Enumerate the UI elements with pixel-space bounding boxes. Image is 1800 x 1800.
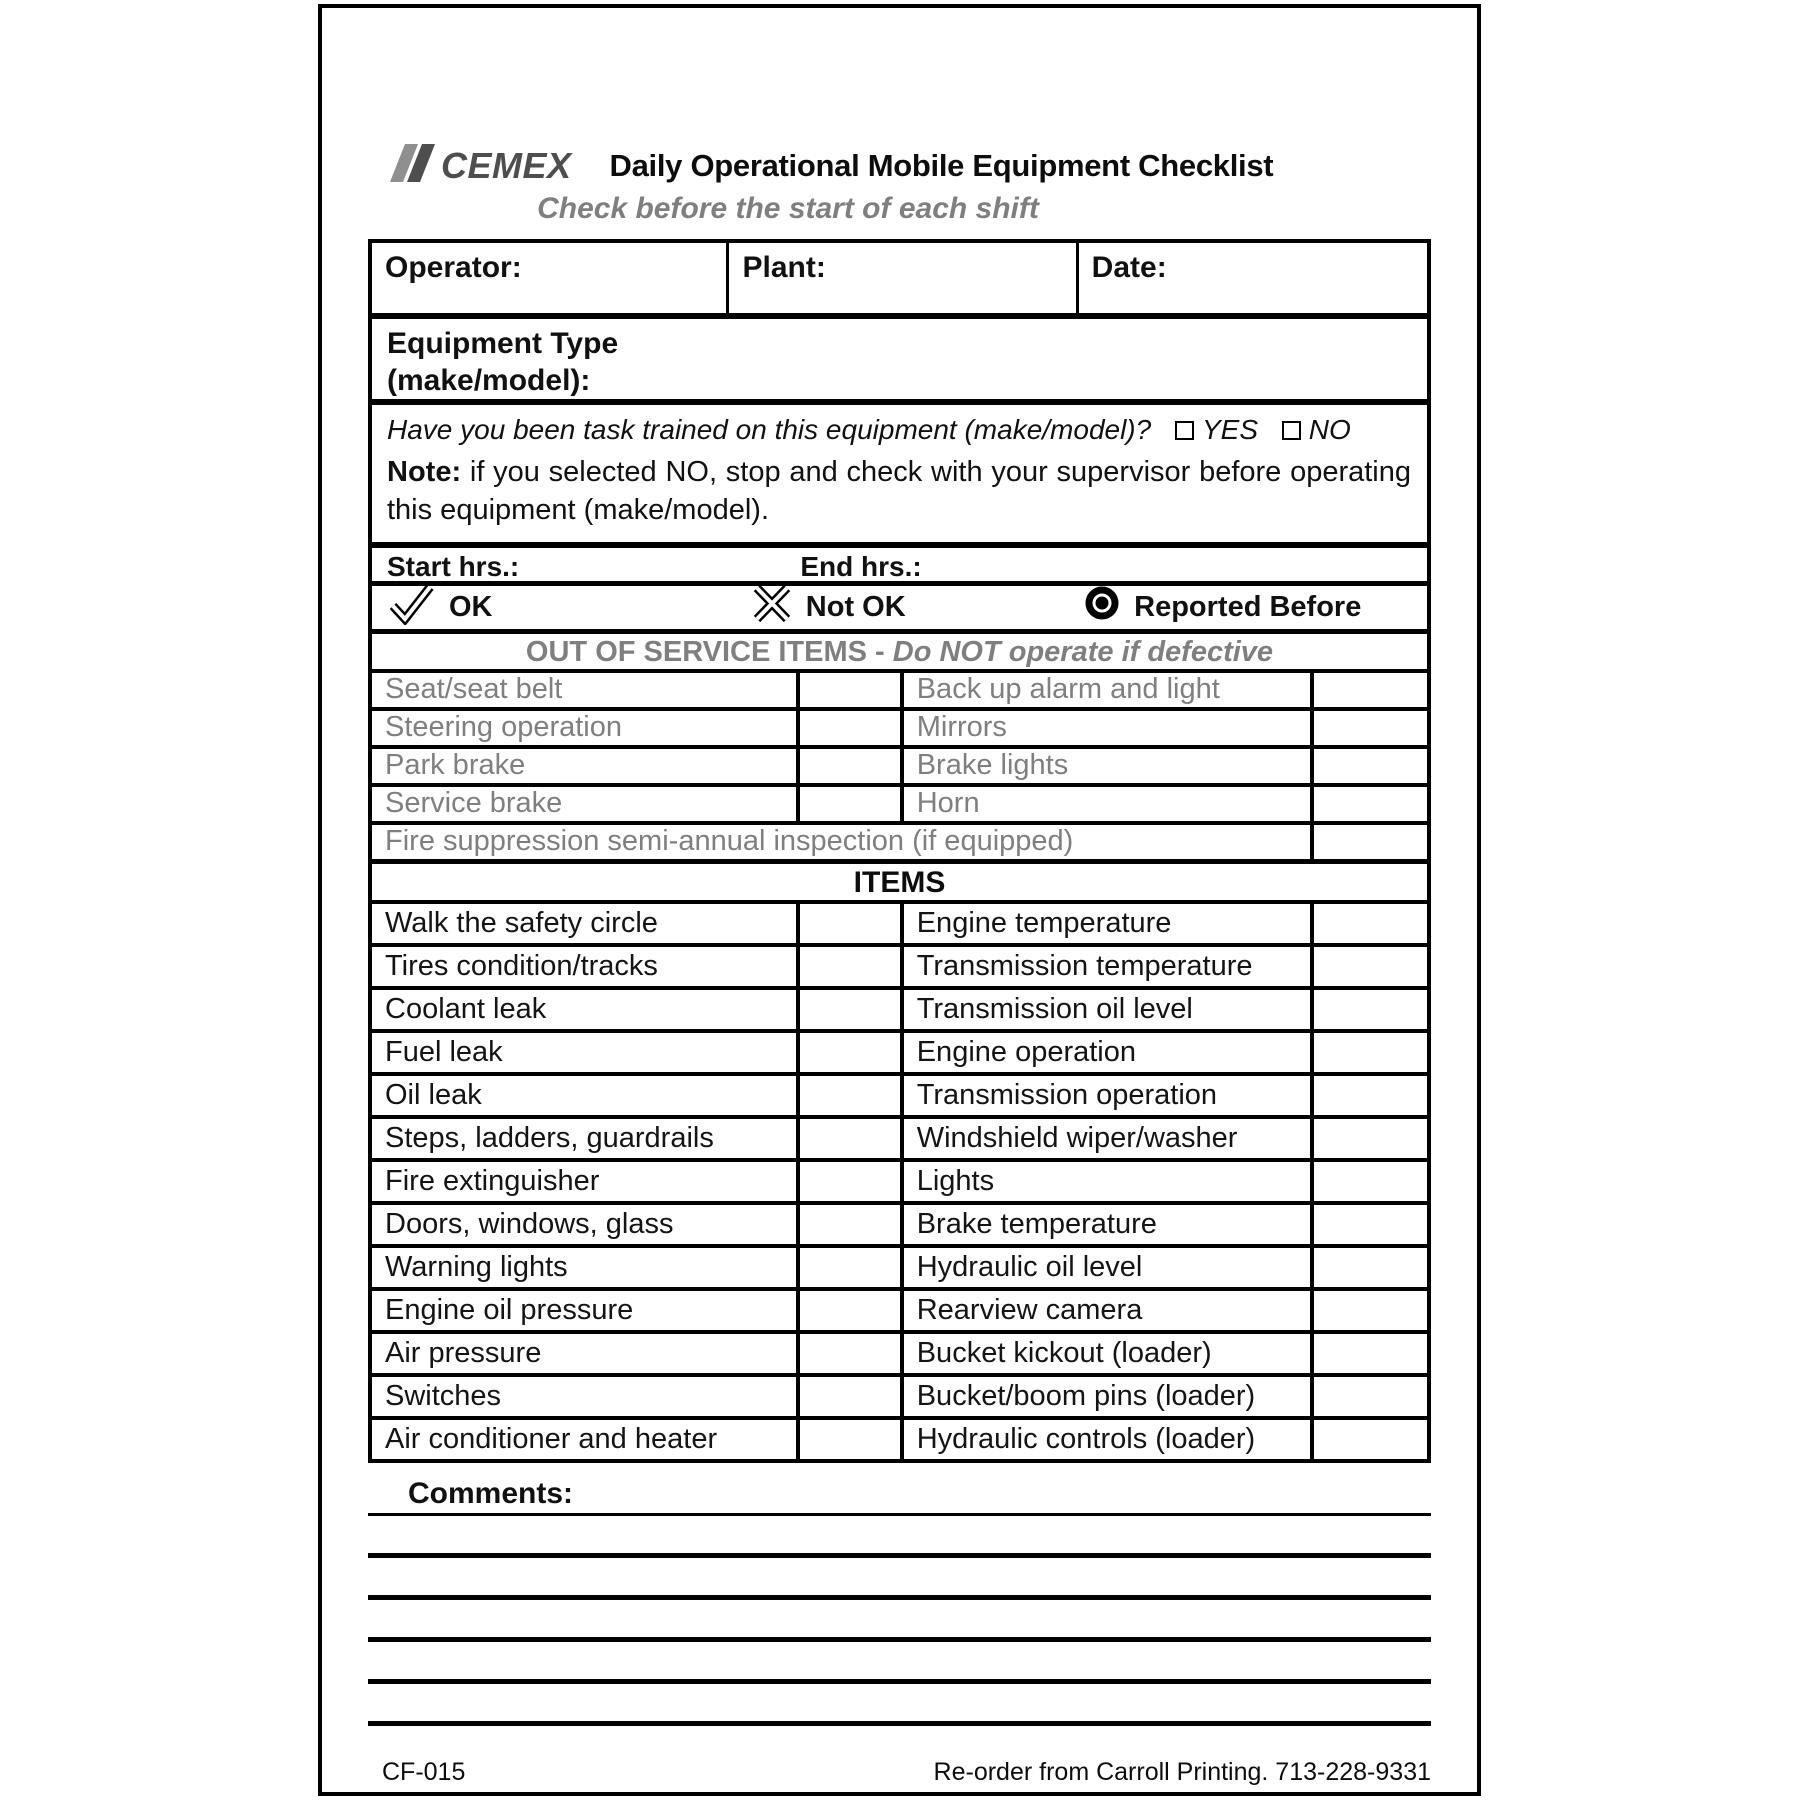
reorder-info: Re-order from Carroll Printing. 713-228-9331	[933, 1757, 1431, 1786]
table-row	[372, 821, 1427, 859]
table-row	[372, 1029, 1427, 1072]
check-cell[interactable]	[1310, 1248, 1427, 1287]
table-row	[372, 1072, 1427, 1115]
check-cell[interactable]	[1310, 1119, 1427, 1158]
header	[368, 144, 1431, 187]
footer	[368, 1758, 1431, 1787]
table-row	[372, 1373, 1427, 1416]
page-subtitle: Check before the start of each shift	[537, 192, 1039, 225]
comment-line[interactable]	[368, 1684, 1431, 1726]
check-cell[interactable]	[1310, 1291, 1427, 1330]
note-text: if you selected NO, stop and check with your supervisor before operating this equipment (make/model).	[387, 456, 1411, 527]
no-checkbox[interactable]	[1282, 421, 1301, 440]
check-cell[interactable]	[1310, 990, 1427, 1029]
ok-label: OK	[449, 590, 493, 623]
check-cell[interactable]	[1310, 711, 1427, 745]
table-row	[372, 669, 1427, 707]
item-label: Air conditioner and heater	[385, 1422, 718, 1455]
item-label: Engine temperature	[916, 906, 1172, 939]
item-label: Switches	[385, 1379, 502, 1412]
check-cell[interactable]	[1310, 1033, 1427, 1072]
item-label: Hydraulic controls (loader)	[916, 1422, 1256, 1455]
equipment-type-field[interactable]	[372, 313, 1427, 399]
comment-line[interactable]	[368, 1600, 1431, 1642]
form-card	[318, 4, 1481, 1796]
item-label: Mirrors	[916, 711, 1007, 744]
item-label: Fire suppression semi-annual inspection (if equipped)	[385, 825, 1074, 858]
check-cell[interactable]	[1310, 1377, 1427, 1416]
no-label: NO	[1308, 414, 1351, 445]
item-label: Lights	[916, 1164, 995, 1197]
check-cell[interactable]	[796, 1248, 904, 1287]
item-label: Warning lights	[385, 1250, 568, 1283]
item-label: Back up alarm and light	[916, 673, 1220, 706]
comment-line[interactable]	[368, 1558, 1431, 1600]
end-hours-field[interactable]: End hrs.:	[800, 550, 922, 582]
check-cell[interactable]	[796, 1291, 904, 1330]
table-row	[372, 1330, 1427, 1373]
table-row	[372, 783, 1427, 821]
item-label: Engine oil pressure	[385, 1293, 634, 1326]
item-label: Transmission operation	[916, 1078, 1218, 1111]
plant-label: Plant:	[742, 251, 826, 284]
check-cell[interactable]	[1310, 1334, 1427, 1373]
check-cell[interactable]	[796, 1162, 904, 1201]
table-row	[372, 745, 1427, 783]
check-cell[interactable]	[796, 1377, 904, 1416]
check-cell[interactable]	[796, 1334, 904, 1373]
check-cell[interactable]	[1310, 947, 1427, 986]
table-row	[372, 1244, 1427, 1287]
table-row	[372, 900, 1427, 943]
table-row	[372, 1287, 1427, 1330]
page-title: Daily Operational Mobile Equipment Checklist	[609, 147, 1274, 183]
check-cell[interactable]	[1310, 1420, 1427, 1459]
operator-field[interactable]	[372, 243, 726, 313]
ok-check-icon	[388, 582, 449, 633]
item-label: Engine operation	[916, 1035, 1137, 1068]
check-cell[interactable]	[1310, 825, 1427, 859]
hours-row	[372, 542, 1427, 581]
date-label: Date:	[1091, 251, 1167, 284]
item-label: Doors, windows, glass	[385, 1207, 674, 1240]
check-cell[interactable]	[796, 990, 904, 1029]
item-label: Steps, ladders, guardrails	[385, 1121, 714, 1154]
equipment-type-label-line1: Equipment Type	[387, 327, 619, 360]
table-row	[372, 943, 1427, 986]
check-cell[interactable]	[796, 749, 904, 783]
item-label: Fuel leak	[385, 1035, 503, 1068]
note-label: Note:	[387, 456, 462, 488]
comments-section	[368, 1469, 1431, 1726]
item-label: Brake lights	[916, 749, 1069, 782]
item-label: Park brake	[385, 749, 526, 782]
comment-line[interactable]	[368, 1516, 1431, 1558]
item-label: Service brake	[385, 787, 563, 820]
plant-field[interactable]	[726, 243, 1075, 313]
check-cell[interactable]	[1310, 1205, 1427, 1244]
check-cell[interactable]	[796, 1033, 904, 1072]
item-label: Steering operation	[385, 711, 622, 744]
legend-ok	[388, 586, 493, 629]
table-row	[372, 1201, 1427, 1244]
check-cell[interactable]	[1310, 1076, 1427, 1115]
table-row	[372, 1416, 1427, 1459]
item-label: Coolant leak	[385, 992, 547, 1025]
out-of-service-warning: Do NOT operate if defective	[892, 635, 1274, 668]
item-label: Fire extinguisher	[385, 1164, 600, 1197]
item-label: Air pressure	[385, 1336, 542, 1369]
item-label: Horn	[916, 787, 980, 820]
yes-checkbox[interactable]	[1175, 421, 1194, 440]
item-label: Tires condition/tracks	[385, 949, 658, 982]
legend-reported-before	[1084, 586, 1361, 629]
check-cell[interactable]	[796, 1420, 904, 1459]
check-cell[interactable]	[1310, 673, 1427, 707]
yes-label: YES	[1201, 414, 1259, 445]
not-ok-label: Not OK	[805, 590, 906, 623]
check-cell[interactable]	[1310, 1162, 1427, 1201]
logo-text: CEMEX	[441, 144, 572, 186]
item-label: Hydraulic oil level	[916, 1250, 1143, 1283]
item-label: Bucket kickout (loader)	[916, 1336, 1212, 1369]
check-cell[interactable]	[1310, 904, 1427, 943]
form-number: CF-015	[382, 1757, 466, 1786]
checklist-table	[368, 239, 1431, 1463]
table-row	[372, 707, 1427, 745]
item-label: Brake temperature	[916, 1207, 1157, 1240]
check-cell[interactable]	[796, 1205, 904, 1244]
check-cell[interactable]	[796, 904, 904, 943]
comment-line[interactable]	[368, 1642, 1431, 1684]
comments-label: Comments:	[368, 1469, 1431, 1516]
training-note	[387, 453, 1411, 530]
logo-slashes-icon	[390, 144, 438, 187]
check-cell[interactable]	[796, 711, 904, 745]
check-cell[interactable]	[796, 787, 904, 821]
item-label: Seat/seat belt	[385, 673, 563, 706]
training-question-row	[372, 399, 1427, 542]
status-legend	[372, 581, 1427, 629]
item-label: Transmission oil level	[916, 992, 1193, 1025]
items-section-header: ITEMS	[372, 859, 1427, 900]
start-hours-field[interactable]: Start hrs.:	[387, 550, 520, 582]
check-cell[interactable]	[796, 673, 904, 707]
info-row	[372, 243, 1427, 313]
check-cell[interactable]	[1310, 787, 1427, 821]
out-of-service-title: OUT OF SERVICE ITEMS -	[525, 635, 885, 668]
item-label: Windshield wiper/washer	[916, 1121, 1238, 1154]
reported-before-radio-icon	[1084, 585, 1134, 629]
reported-before-label: Reported Before	[1134, 590, 1362, 623]
cemex-logo	[390, 144, 572, 187]
item-label: Bucket/boom pins (loader)	[916, 1379, 1256, 1412]
table-row	[372, 1158, 1427, 1201]
item-label: Transmission temperature	[916, 949, 1253, 982]
item-label: Walk the safety circle	[385, 906, 658, 939]
item-label: Rearview camera	[916, 1293, 1143, 1326]
check-cell[interactable]	[1310, 749, 1427, 783]
legend-not-ok	[752, 586, 906, 629]
equipment-type-label-line2: (make/model):	[387, 363, 591, 397]
training-question: Have you been task trained on this equipment (make/model)?	[387, 414, 1152, 445]
date-field[interactable]	[1076, 243, 1427, 313]
check-cell[interactable]	[796, 947, 904, 986]
out-of-service-header	[372, 629, 1427, 669]
table-row	[372, 1115, 1427, 1158]
table-row	[372, 986, 1427, 1029]
not-ok-x-icon	[752, 582, 806, 633]
check-cell[interactable]	[796, 1119, 904, 1158]
item-label: Oil leak	[385, 1078, 482, 1111]
operator-label: Operator:	[385, 251, 522, 284]
check-cell[interactable]	[796, 1076, 904, 1115]
